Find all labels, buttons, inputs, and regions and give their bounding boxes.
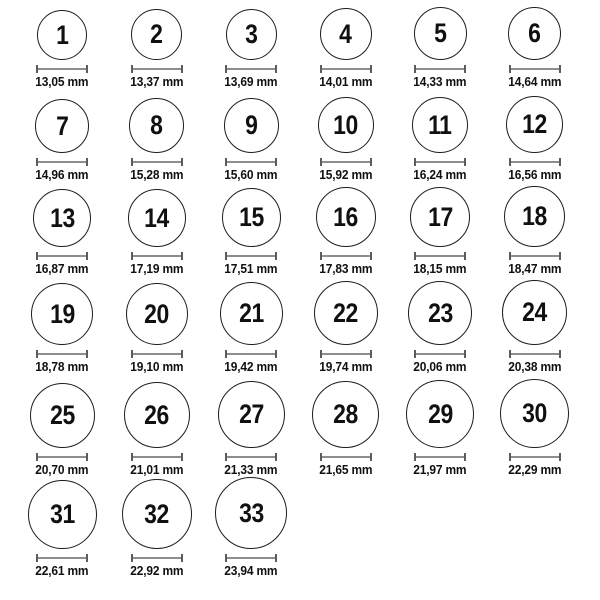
ring-size-number: 20 <box>144 298 170 329</box>
ring-size-number: 21 <box>238 298 264 329</box>
ring-size-cell <box>15 483 110 600</box>
diameter-label: 21,33 mm <box>224 462 278 478</box>
diameter-measure-line <box>414 453 466 461</box>
ring-circle <box>316 187 376 247</box>
ring-circle <box>33 189 91 247</box>
diameter-label: 15,60 mm <box>224 167 278 183</box>
diameter-label: 13,37 mm <box>130 74 184 90</box>
diameter-label: 20,06 mm <box>413 359 467 375</box>
diameter-label: 17,19 mm <box>130 261 184 277</box>
ring-circle <box>30 383 95 448</box>
ring-size-cell <box>204 188 299 282</box>
ring-circle <box>312 381 379 448</box>
diameter-measure-line <box>131 65 183 73</box>
ring-size-cell <box>299 0 394 95</box>
ring-size-number: 9 <box>245 110 258 141</box>
ring-size-number: 15 <box>238 202 264 233</box>
ring-circle <box>128 189 186 247</box>
ring-size-cell <box>393 95 488 188</box>
ring-size-cell <box>204 0 299 95</box>
ring-size-number: 12 <box>522 109 548 140</box>
ring-size-number: 25 <box>49 400 75 431</box>
ring-circle <box>410 187 470 247</box>
diameter-label: 15,92 mm <box>319 167 373 183</box>
diameter-label: 19,74 mm <box>319 359 373 375</box>
ring-circle <box>129 98 184 153</box>
ring-circle <box>502 280 567 345</box>
ring-circle <box>220 282 283 345</box>
ring-circle <box>124 382 190 448</box>
ring-circle <box>37 10 87 60</box>
diameter-measure-line <box>131 453 183 461</box>
ring-size-cell <box>110 483 205 600</box>
diameter-label: 22,92 mm <box>130 563 184 579</box>
ring-circle <box>406 380 474 448</box>
ring-size-cell <box>488 188 583 282</box>
diameter-measure-line <box>225 350 277 358</box>
diameter-label: 21,01 mm <box>130 462 184 478</box>
ring-size-number: 17 <box>427 201 453 232</box>
diameter-label: 14,96 mm <box>35 167 89 183</box>
diameter-label: 21,97 mm <box>413 462 467 478</box>
ring-size-number: 4 <box>339 18 352 49</box>
ring-circle <box>506 96 563 153</box>
ring-circle <box>35 99 89 153</box>
ring-size-cell <box>488 282 583 380</box>
diameter-label: 14,33 mm <box>413 74 467 90</box>
ring-circle <box>412 97 468 153</box>
ring-size-cell <box>15 380 110 483</box>
ring-size-number: 3 <box>245 19 258 50</box>
ring-size-number: 26 <box>144 399 170 430</box>
diameter-label: 20,70 mm <box>35 462 89 478</box>
diameter-label: 13,69 mm <box>224 74 278 90</box>
ring-size-number: 6 <box>528 18 541 49</box>
diameter-measure-line <box>36 252 88 260</box>
diameter-measure-line <box>414 350 466 358</box>
ring-circle <box>31 283 93 345</box>
ring-size-cell <box>488 0 583 95</box>
diameter-measure-line <box>36 65 88 73</box>
ring-size-number: 30 <box>522 398 548 429</box>
ring-circle <box>320 8 372 60</box>
ring-circle <box>224 98 279 153</box>
diameter-label: 19,10 mm <box>130 359 184 375</box>
ring-size-number: 7 <box>56 110 69 141</box>
ring-size-cell <box>204 380 299 483</box>
diameter-label: 23,94 mm <box>224 563 278 579</box>
diameter-measure-line <box>509 65 561 73</box>
ring-circle <box>408 281 472 345</box>
ring-size-number: 24 <box>522 297 548 328</box>
ring-circle <box>122 479 192 549</box>
ring-size-cell <box>299 188 394 282</box>
diameter-measure-line <box>320 252 372 260</box>
diameter-measure-line <box>320 350 372 358</box>
ring-size-cell <box>393 188 488 282</box>
diameter-label: 18,47 mm <box>508 261 562 277</box>
ring-circle <box>222 188 281 247</box>
diameter-measure-line <box>320 65 372 73</box>
diameter-label: 16,24 mm <box>413 167 467 183</box>
ring-size-cell <box>15 188 110 282</box>
diameter-label: 16,56 mm <box>508 167 562 183</box>
ring-size-cell <box>110 380 205 483</box>
diameter-measure-line <box>225 554 277 562</box>
ring-size-cell <box>110 95 205 188</box>
diameter-measure-line <box>225 453 277 461</box>
diameter-label: 15,28 mm <box>130 167 184 183</box>
ring-size-number: 13 <box>49 202 75 233</box>
diameter-label: 22,29 mm <box>508 462 562 478</box>
diameter-label: 20,38 mm <box>508 359 562 375</box>
diameter-measure-line <box>509 350 561 358</box>
diameter-measure-line <box>509 453 561 461</box>
ring-size-number: 32 <box>144 498 170 529</box>
ring-size-cell <box>204 282 299 380</box>
diameter-measure-line <box>414 65 466 73</box>
ring-size-cell <box>393 282 488 380</box>
ring-size-cell <box>15 282 110 380</box>
diameter-measure-line <box>131 158 183 166</box>
ring-size-cell <box>299 95 394 188</box>
ring-size-cell <box>15 0 110 95</box>
ring-size-number: 19 <box>49 298 75 329</box>
diameter-measure-line <box>509 252 561 260</box>
ring-size-cell <box>299 380 394 483</box>
diameter-measure-line <box>225 252 277 260</box>
ring-circle <box>218 381 285 448</box>
diameter-label: 14,64 mm <box>508 74 562 90</box>
ring-circle <box>414 7 467 60</box>
ring-circle <box>500 379 569 448</box>
ring-size-cell <box>110 0 205 95</box>
ring-size-number: 10 <box>333 109 359 140</box>
ring-size-number: 16 <box>333 201 359 232</box>
ring-size-number: 5 <box>434 18 447 49</box>
ring-size-number: 18 <box>522 201 548 232</box>
diameter-label: 13,05 mm <box>35 74 89 90</box>
ring-size-number: 14 <box>144 202 170 233</box>
diameter-label: 16,87 mm <box>35 261 89 277</box>
ring-circle <box>318 97 374 153</box>
diameter-measure-line <box>320 158 372 166</box>
ring-size-cell <box>204 95 299 188</box>
ring-circle <box>215 477 287 549</box>
diameter-measure-line <box>225 65 277 73</box>
ring-size-number: 27 <box>238 399 264 430</box>
diameter-label: 22,61 mm <box>35 563 89 579</box>
diameter-measure-line <box>131 554 183 562</box>
ring-size-cell <box>488 95 583 188</box>
diameter-label: 18,78 mm <box>35 359 89 375</box>
ring-circle <box>131 9 182 60</box>
ring-size-cell <box>110 282 205 380</box>
ring-size-cell <box>15 95 110 188</box>
diameter-label: 21,65 mm <box>319 462 373 478</box>
ring-size-number: 2 <box>150 19 163 50</box>
diameter-label: 17,83 mm <box>319 261 373 277</box>
ring-size-cell <box>393 0 488 95</box>
diameter-measure-line <box>131 252 183 260</box>
diameter-measure-line <box>320 453 372 461</box>
ring-size-cell <box>393 380 488 483</box>
ring-size-number: 23 <box>427 297 453 328</box>
diameter-measure-line <box>36 554 88 562</box>
ring-circle <box>126 283 188 345</box>
ring-circle <box>28 480 97 549</box>
diameter-measure-line <box>414 252 466 260</box>
diameter-label: 14,01 mm <box>319 74 373 90</box>
ring-circle <box>504 186 565 247</box>
ring-size-cell <box>488 380 583 483</box>
ring-circle <box>226 9 277 60</box>
diameter-label: 19,42 mm <box>224 359 278 375</box>
diameter-label: 17,51 mm <box>224 261 278 277</box>
diameter-measure-line <box>36 350 88 358</box>
ring-size-number: 8 <box>150 110 163 141</box>
ring-size-cell <box>110 188 205 282</box>
diameter-measure-line <box>131 350 183 358</box>
diameter-measure-line <box>509 158 561 166</box>
ring-size-number: 29 <box>427 398 453 429</box>
diameter-measure-line <box>36 158 88 166</box>
ring-size-number: 1 <box>56 19 69 50</box>
ring-size-number: 28 <box>333 399 359 430</box>
ring-size-cell <box>204 483 299 600</box>
ring-circle <box>508 7 561 60</box>
ring-size-number: 33 <box>238 497 264 528</box>
diameter-label: 18,15 mm <box>413 261 467 277</box>
ring-size-number: 22 <box>333 297 359 328</box>
diameter-measure-line <box>36 453 88 461</box>
ring-size-number: 11 <box>428 109 452 140</box>
ring-size-cell <box>299 282 394 380</box>
diameter-measure-line <box>225 158 277 166</box>
ring-size-number: 31 <box>49 499 75 530</box>
diameter-measure-line <box>414 158 466 166</box>
ring-circle <box>314 281 378 345</box>
